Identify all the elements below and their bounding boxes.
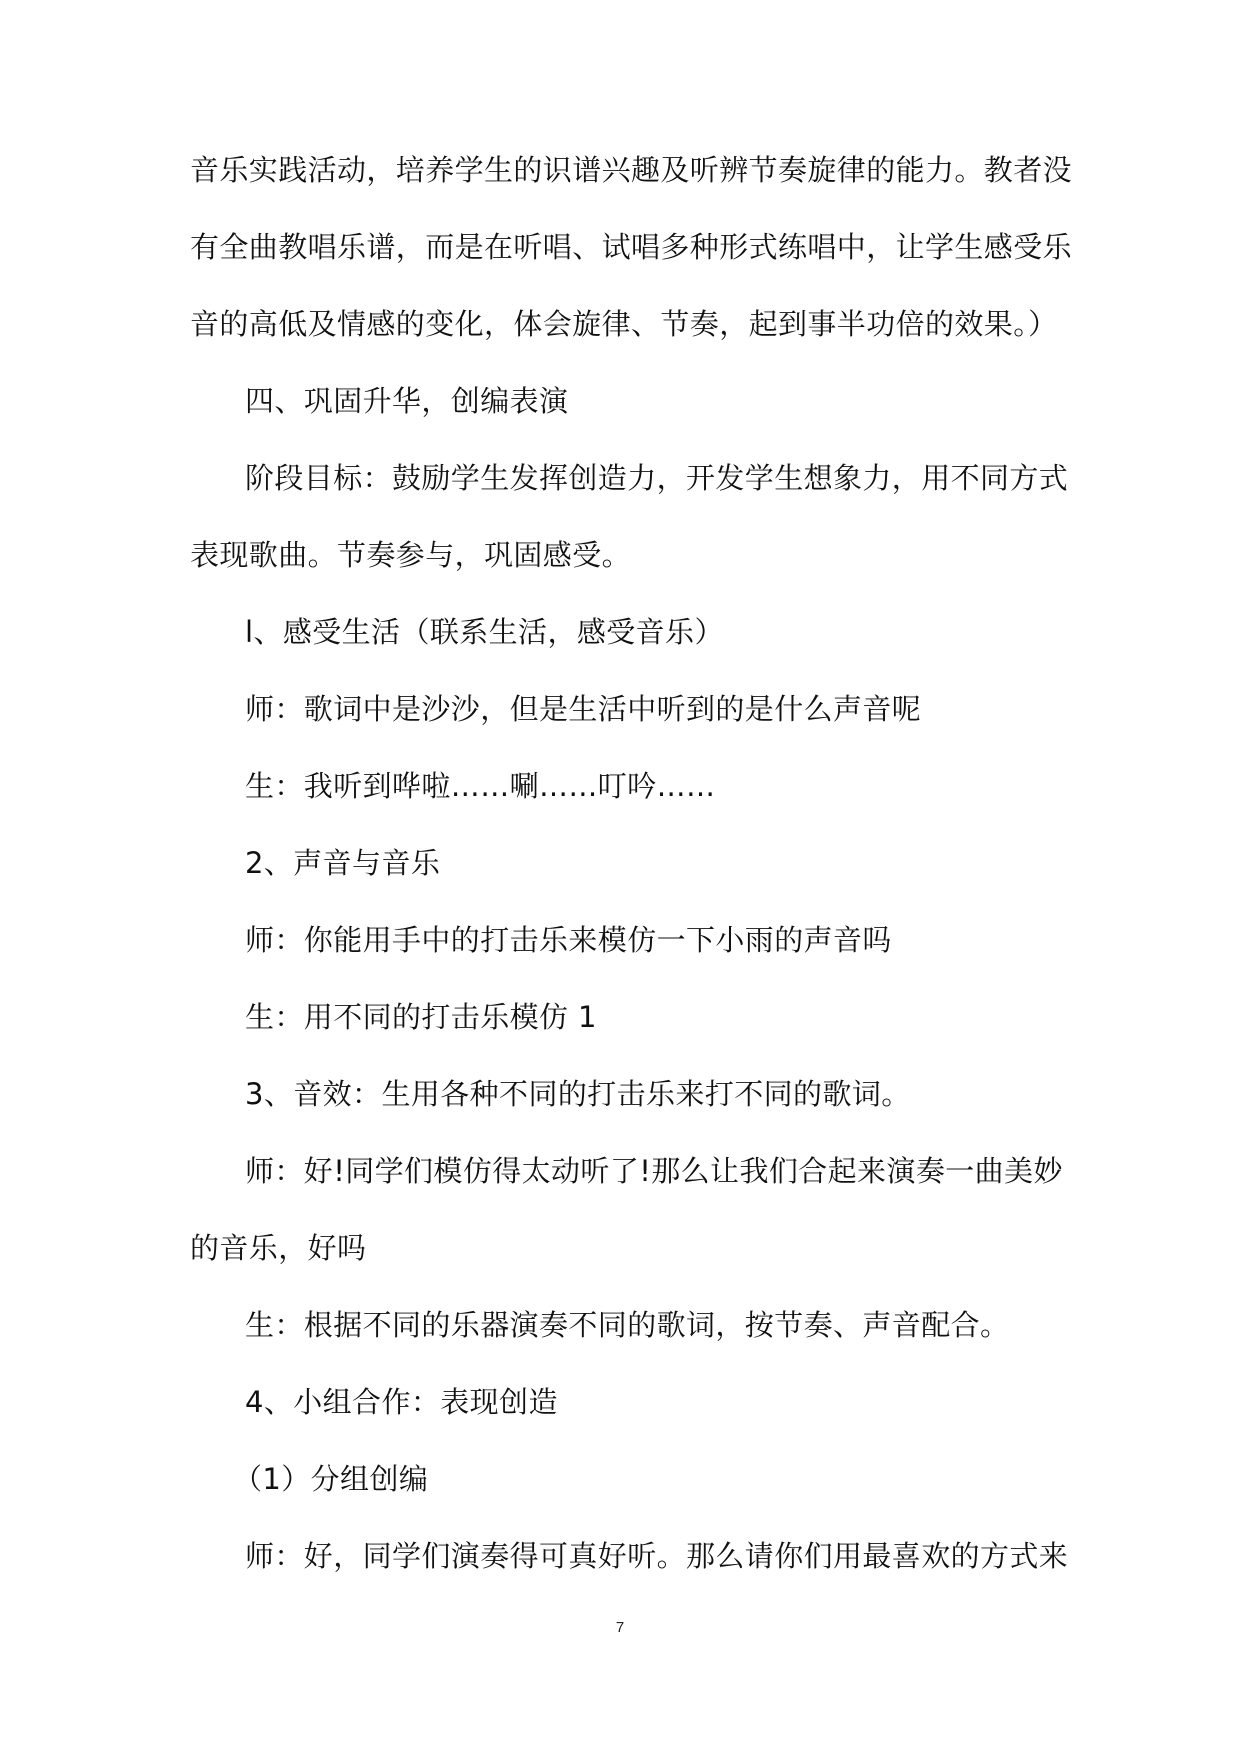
paragraph-line: 有全曲教唱乐谱，而是在听唱、试唱多种形式练唱中，让学生感受乐 <box>190 230 1073 264</box>
paragraph-line: 阶段目标：鼓励学生发挥创造力，开发学生想象力，用不同方式 <box>245 461 1069 495</box>
sub-list-item: （1）分组创编 <box>233 1462 429 1496</box>
dialogue-line: 师：你能用手中的打击乐来模仿一下小雨的声音吗 <box>245 923 892 957</box>
dialogue-line: 师：好，同学们演奏得可真好听。那么请你们用最喜欢的方式来 <box>245 1539 1069 1573</box>
list-item: l、感受生活（联系生活，感受音乐） <box>245 615 724 649</box>
dialogue-line: 生：用不同的打击乐模仿 1 <box>245 1000 597 1034</box>
section-heading: 四、巩固升华，创编表演 <box>245 384 569 418</box>
paragraph-line: 音的高低及情感的变化，体会旋律、节奏，起到事半功倍的效果。） <box>190 307 1058 341</box>
dialogue-line: 师：好!同学们模仿得太动听了!那么让我们合起来演奏一曲美妙 <box>245 1154 1063 1188</box>
list-item: 3、音效：生用各种不同的打击乐来打不同的歌词。 <box>245 1077 911 1111</box>
dialogue-line: 的音乐，好吗 <box>190 1231 367 1265</box>
dialogue-line: 师：歌词中是沙沙，但是生活中听到的是什么声音呢 <box>245 692 922 726</box>
dialogue-line: 生：根据不同的乐器演奏不同的歌词，按节奏、声音配合。 <box>245 1308 1010 1342</box>
paragraph-line: 表现歌曲。节奏参与，巩固感受。 <box>190 538 632 572</box>
list-item: 2、声音与音乐 <box>245 846 441 880</box>
list-item: 4、小组合作：表现创造 <box>245 1385 558 1419</box>
dialogue-line: 生：我听到哗啦……唰……叮吟…… <box>245 769 716 803</box>
page-number: 7 <box>615 1619 625 1636</box>
paragraph-line: 音乐实践活动，培养学生的识谱兴趣及听辨节奏旋律的能力。教者没 <box>190 153 1073 187</box>
